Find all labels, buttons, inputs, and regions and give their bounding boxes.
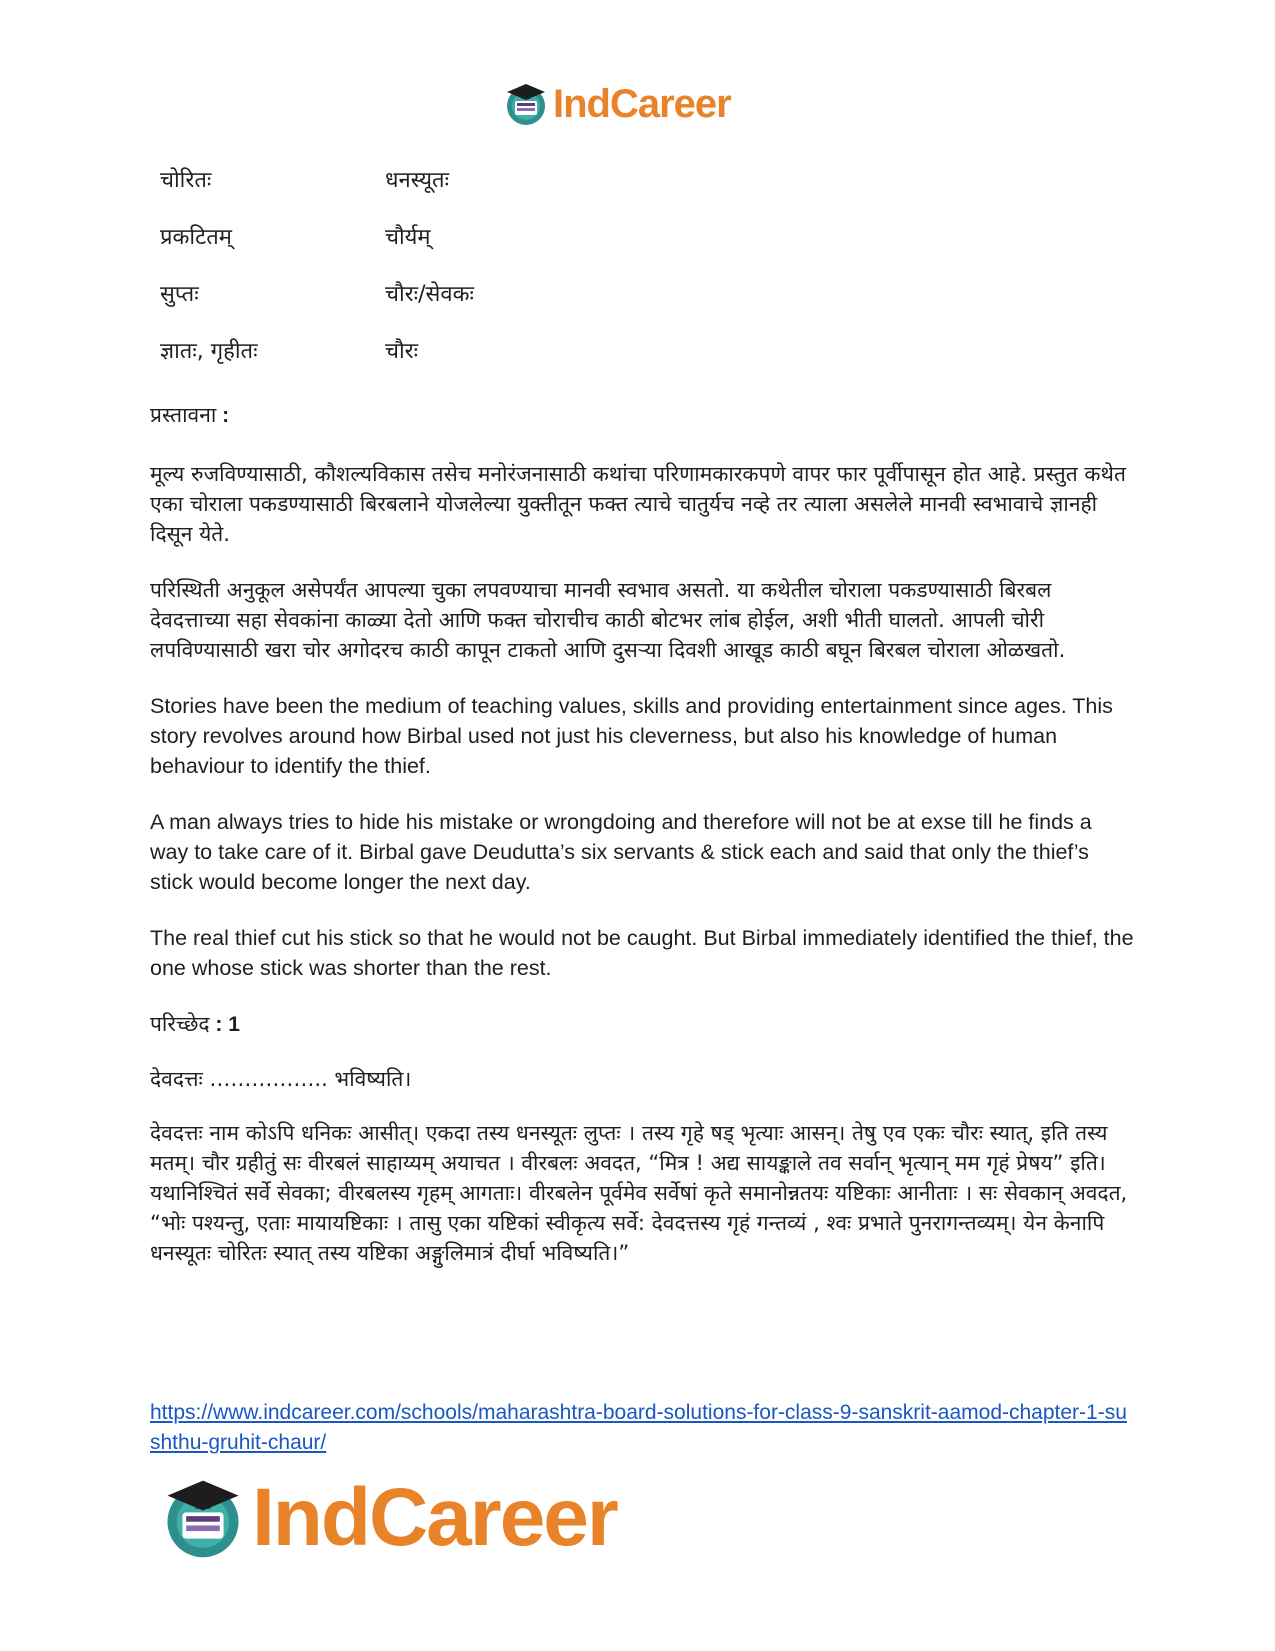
sanskrit-passage: देवदत्तः नाम कोऽपि धनिकः आसीत्। एकदा तस्य धनस्यूतः लुप्तः । तस्य गृहे षड् भृत्याः आसन्। तेषु एव एकः चौरः स्यात्, इति तस्य मतम्। चौर ग्रहीतुं सः वीरबलं साहाय्यम् अयाचत । वीरबलः अवदत, “मित्र ! अद्य सायङ्काले तव सर्वान् भृत्यान् मम गृहं प्रेषय” इति। यथानिश्चितं सर्वे सेवका; वीरबलस्य गृहम् आगताः। वीरबलेन पूर्वमेव सर्वेषां कृते समानोन्नतयः यष्टिकाः आनीताः । सः सेवकान् अवदत, “भोः पश्यन्तु, एताः मायायष्टिकाः । तासु एका यष्टिकां स्वीकृत्य सर्वे: देवदत्तस्य गृहं गन्तव्यं , श्वः प्रभाते पुनरागन्तव्यम्। येन केनापि धनस्यूतः चोरितः स्यात् तस्य यष्टिका अङ्गुलिमात्रं दीर्घा भविष्यति।” [150,1121,1128,1265]
intro-heading [150,400,1135,431]
vocab-match: चौरः/सेवकः [385,281,474,307]
source-link[interactable]: https://www.indcareer.com/schools/maharashtra-board-solutions-for-class-9-sanskrit-aamod-chapter-1-sushthu-gruhit-chaur/ [150,1401,1127,1454]
intro-heading-text: प्रस्तावना [150,403,217,427]
document-body [150,400,1135,1268]
vocab-term: प्रकटितम् [160,224,232,250]
section-number: : 1 [209,1013,240,1036]
intro-paragraph-marathi-2: परिस्थिती अनुकूल असेपर्यंत आपल्या चुका लपवण्याचा मानवी स्वभाव असतो. या कथेतील चोराला पकडण्यासाठी बिरबल देवदत्ताच्या सहा सेवकांना काळ्या देतो आणि फक्त चोराचीच काठी बोटभर लांब होईल, अशी भीती घालतो. आपली चोरी लपविण्यासाठी खरा चोर अगोदरच काठी कापून टाकतो आणि दुसऱ्या दिवशी आखूड काठी बघून बिरबल चोराला ओळखतो. [150,578,1066,662]
intro-paragraph-marathi-1: मूल्य रुजविण्यासाठी, कौशल्यविकास तसेच मनोरंजनासाठी कथांचा परिणामकारकपणे वापर फार पूर्वीपासून होत आहे. प्रस्तुत कथेत एका चोराला पकडण्यासाठी बिरबलाने योजलेल्या युक्तीतून फक्त त्याचे चातुर्यच नव्हे तर त्याला असलेले मानवी स्वभावाचे ज्ञानही दिसून येते. [150,462,1126,546]
graduation-globe-icon [503,81,549,127]
brand-logo-bottom [160,1472,617,1564]
vocab-term: ज्ञातः, गृहीतः [160,338,258,364]
vocab-match: चौरः [385,338,419,364]
vocabulary-table [160,150,685,378]
passage-range: देवदत्तः …………….. भविष्यति। [150,1067,412,1091]
vocab-row [160,207,685,264]
vocab-term: चोरितः [160,167,212,193]
vocab-match: धनस्यूतः [385,167,450,193]
section-heading-text: परिच्छेद [150,1012,210,1036]
intro-paragraph-english-2: A man always tries to hide his mistake or wrongdoing and therefore will not be at exse till he finds a way to take care of it. Birbal gave Deudutta’s six servants & stick each and said that only the thief’s stick would become longer the next day. [150,810,1092,894]
brand-logo-top [503,80,731,128]
graduation-globe-icon [160,1475,246,1561]
intro-paragraph-english-3: The real thief cut his stick so that he would not be caught. But Birbal immediately identified the thief, the one whose stick was shorter than the rest. [150,926,1134,980]
section-heading [150,1009,1135,1040]
intro-paragraph-english-1: Stories have been the medium of teaching values, skills and providing entertainment since ages. This story revolves around how Birbal used not just his cleverness, but also his knowledge of human behaviour to identify the thief. [150,694,1113,778]
brand-wordmark: IndCareer [553,81,731,126]
vocab-row [160,150,685,207]
intro-heading-colon: : [216,404,230,427]
vocab-term: सुप्तः [160,281,199,307]
vocab-match: चौर्यम् [385,224,431,250]
brand-wordmark: IndCareer [252,1472,617,1563]
vocab-row [160,264,685,321]
vocab-row [160,321,685,378]
